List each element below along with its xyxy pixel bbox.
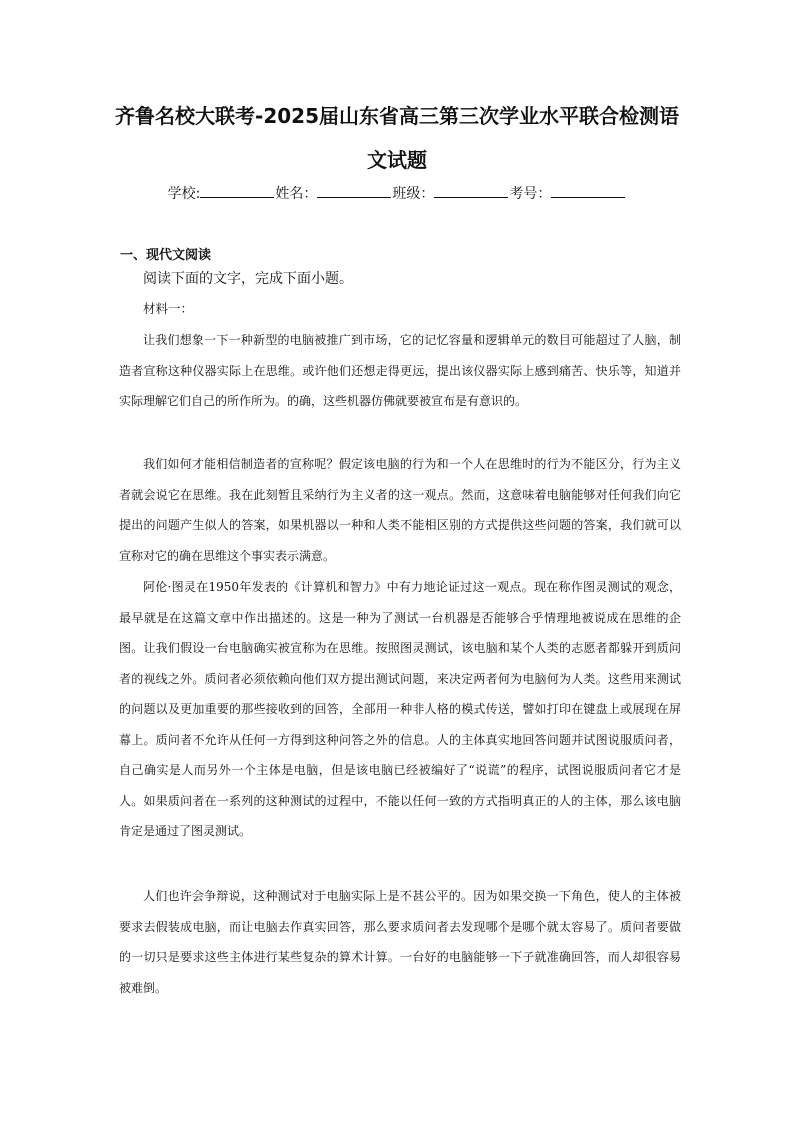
student-info-row — [0, 183, 794, 203]
name-blank — [317, 185, 391, 198]
paragraph: 我们如何才能相信制造者的宣称呢？假定该电脑的行为和一个人在思维时的行为不能区分，行为主义者就会说它在思维。我在此刻暂且采纳行为主义者的这一观点。然而，这意味着电脑能够对任何我们向它提出的问题产生似人的答案，如果机器以一种和人类不能相区别的方式提供这些问题的答案，我们就可以宣称对它的确在思维这个事实表示满意。 — [119, 457, 681, 563]
section-heading: 一、现代文阅读 — [120, 248, 212, 263]
school-blank — [200, 185, 274, 198]
exam-no-label: 考号： — [509, 186, 552, 202]
reading-instruction: 阅读下面的文字，完成下面小题。 — [143, 271, 353, 287]
exam-title-line2: 文试题 — [367, 148, 427, 172]
material-label: 材料一： — [143, 301, 194, 316]
class-label: 班级： — [392, 186, 435, 202]
name-label: 姓名： — [275, 186, 318, 202]
exam-no-blank — [551, 185, 625, 198]
exam-title-line1: 齐鲁名校大联考-2025届山东省高三第三次学业水平联合检测语 — [115, 104, 679, 128]
paragraph: 阿伦·图灵在1950年发表的《计算机和智力》中有力地论证过这一观点。现在称作图灵测试的观念，最早就是在这篇文章中作出描述的。这是一种为了测试一台机器是否能够合乎情理地被说成在思维的企图。让我们假设一台电脑确实被宣称为在思维。按照图灵测试，该电脑和某个人类的志愿者都躲开到质问者的视线之外。质问者必须依赖向他们双方提出测试问题，来决定两者何为电脑何为人类。这些用来测试的问题以及更加重要的那些接收到的回答，全部用一种非人格的模式传送，譬如打印在键盘上或展现在屏幕上。质问者不允许从任何一方得到这种问答之外的信息。人的主体真实地回答问题并试图说服质问者，自己确实是人而另外一个主体是电脑，但是该电脑已经被编好了“说谎”的程序，试图说服质问者它才是人。如果质问者在一系列的这种测试的过程中，不能以任何一致的方式指明真正的人的主体，那么该电脑肯定是通过了图灵测试。 — [119, 580, 681, 838]
class-blank — [434, 185, 508, 198]
paragraph: 人们也许会争辩说，这种测试对于电脑实际上是不甚公平的。因为如果交换一下角色，使人的主体被要求去假装成电脑，而让电脑去作真实回答，那么要求质问者去发现哪个是哪个就太容易了。质问者要做的一切只是要求这些主体进行某些复杂的算术计算。一台好的电脑能够一下子就准确回答，而人却很容易被难倒。 — [119, 889, 681, 995]
school-label: 学校: — [167, 186, 201, 202]
paragraph: 让我们想象一下一种新型的电脑被推广到市场，它的记忆容量和逻辑单元的数目可能超过了人脑，制造者宣称这种仪器实际上在思维。或许他们还想走得更远，提出该仪器实际上感到痛苦、快乐等，知道并实际理解它们自己的所作所为。的确，这些机器仿佛就要被宣布是有意识的。 — [119, 333, 681, 408]
